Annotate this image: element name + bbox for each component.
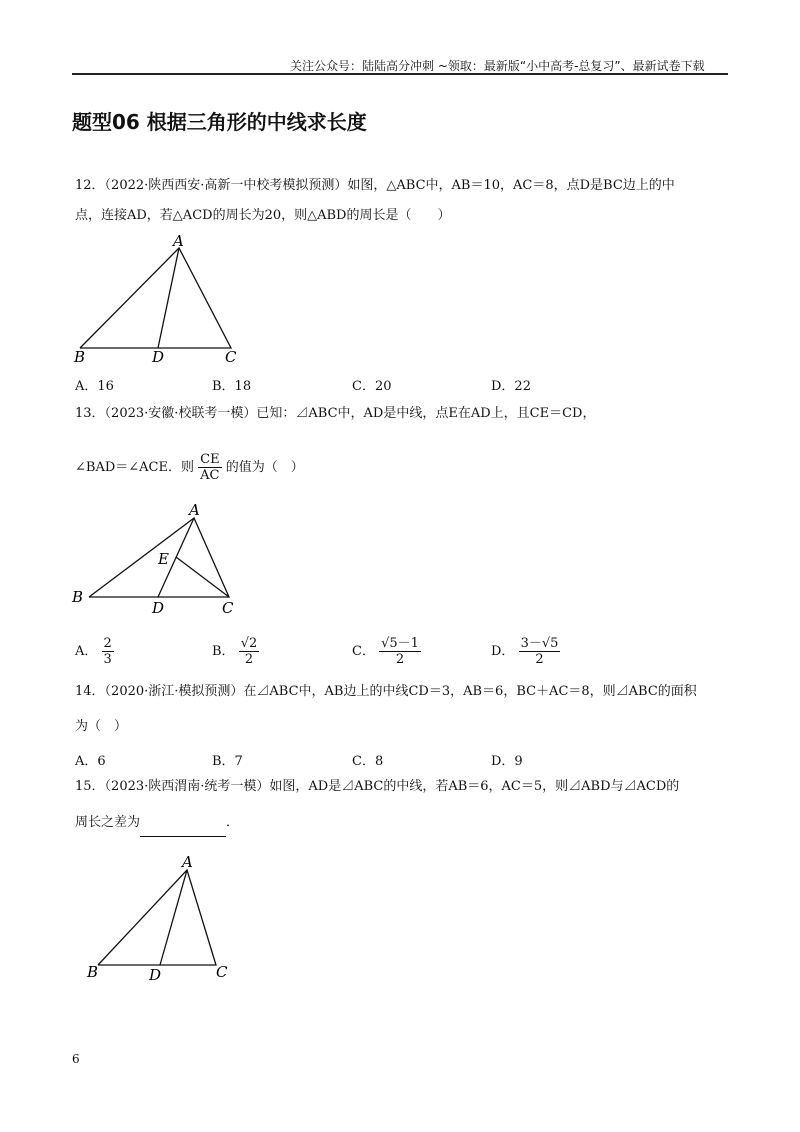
q15-line2-post: ． [226,815,240,830]
q13-label-b: B [72,588,84,606]
q14-option-a: A．6 [75,754,106,769]
q12-option-d: D．22 [491,379,531,394]
q13-option-b: B． $\frac{√2}{2}$ [212,636,258,667]
page-header: 关注公众号：陆陆高分冲刺 ~领取：最新版“小中高考-总复习”、最新试卷下载 [290,59,705,73]
q12-label-b: B [74,348,86,366]
q14-line1: 14．（2020·浙江·模拟预测）在⊿ABC中，AB边上的中线CD＝3，AB＝6，BC＋AC＝8，则⊿ABC的面积 [75,684,697,699]
q15-label-d: D [149,966,162,984]
header-rule [72,73,728,75]
q12-line2: 点，连接AD，若△ACD的周长为20，则△ABD的周长是（ ） [75,208,451,223]
q13-line2-pre: ∠BAD＝∠ACE．则 [75,460,194,475]
q13-ratio-fraction [198,452,221,483]
answer-blank[interactable] [140,822,226,837]
page-number: 6 [72,1052,80,1066]
q12-label-d: D [152,348,165,366]
q15-label-a: A [182,853,193,871]
q13-option-d: D． $\frac{3-√5}{2}$ [491,636,559,667]
q15-label-b: B [87,963,99,981]
q14-option-d: D．9 [491,754,523,769]
q12-label-c: C [225,348,237,366]
q15-figure [85,852,245,987]
q13-line2-post: 的值为（ ） [225,460,304,475]
q13-label-e: E [158,550,169,568]
q14-option-b: B．7 [212,754,243,769]
q15-label-c: C [216,963,228,981]
q13-label-a: A [189,501,200,519]
q15-line2 [75,809,239,837]
q13-figure [70,500,260,620]
q13-line1: 13．（2023·安徽·校联考一模）已知：⊿ABC中，AD是中线，点E在AD上，且CE＝CD， [75,406,596,421]
q13-option-a: A． $\frac{2}{3}$ [75,636,112,667]
q13-frac-num: CE [200,452,220,467]
q12-option-a: A．16 [75,379,114,394]
q12-figure [70,234,260,369]
section-title: 题型06 根据三角形的中线求长度 [72,110,367,134]
q13-line2 [75,452,304,483]
q13-frac-den: AC [200,468,220,483]
q13-label-c: C [222,599,234,617]
q13-label-d: D [152,599,165,617]
q15-line1: 15．（2023·陕西渭南·统考一模）如图，AD是⊿ABC的中线，若AB＝6，AC＝5，则⊿ABD与⊿ACD的 [75,779,680,794]
q12-option-c: C．20 [352,379,392,394]
q12-label-a: A [173,232,184,250]
q12-line1: 12．（2022·陕西西安·高新一中校考模拟预测）如图，△ABC中，AB＝10，AC＝8，点D是BC边上的中 [75,178,675,193]
q12-option-b: B．18 [212,379,252,394]
q14-line2: 为（ ） [75,719,128,734]
q13-option-c: C． $\frac{√5-1}{2}$ [352,636,419,667]
q15-line2-pre: 周长之差为 [75,815,141,830]
q14-option-c: C．8 [352,754,384,769]
